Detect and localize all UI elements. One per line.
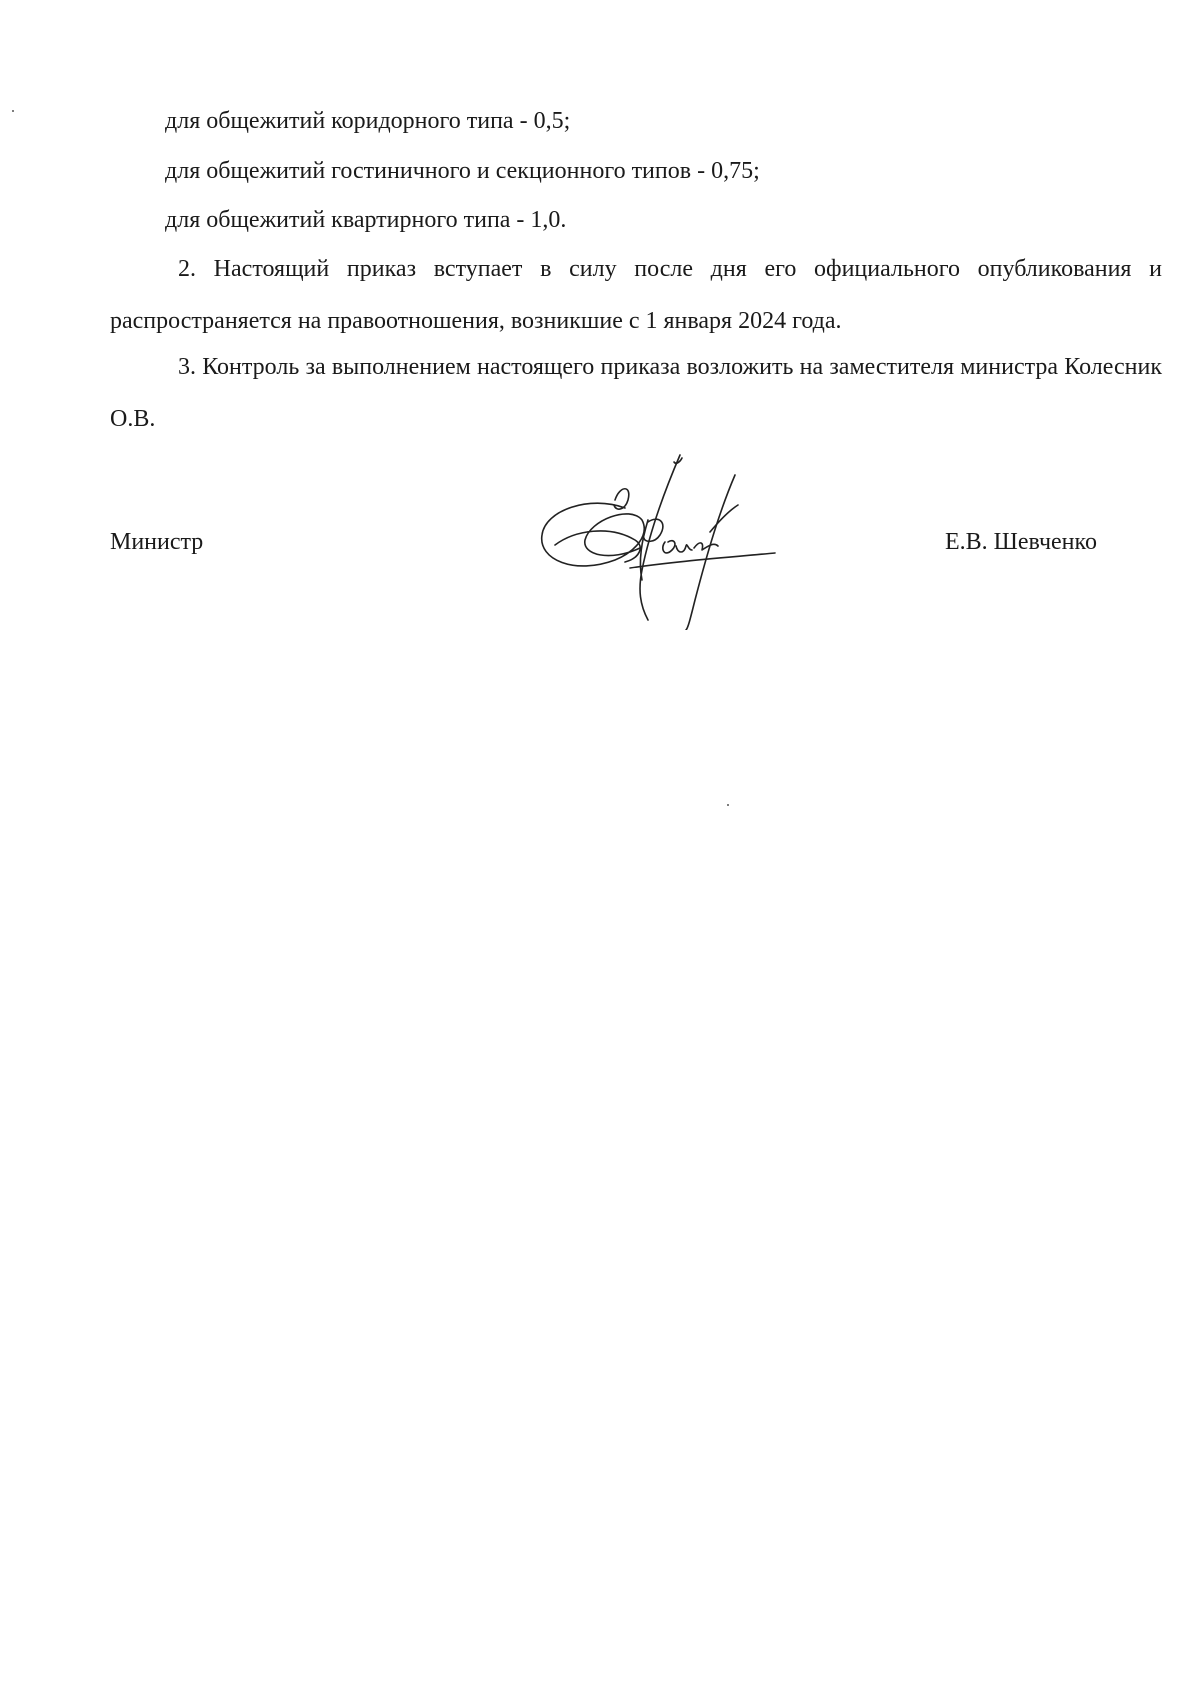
paragraph-effective-date: 2. Настоящий приказ вступает в силу после дня его официального опубликования и распространяется на правоотношения, возникшие с 1 января 2024 года. — [110, 256, 1162, 334]
handwritten-signature — [530, 450, 800, 630]
list-item: для общежитий гостиничного и секционного типов - 0,75; — [165, 158, 760, 184]
scan-speck — [12, 110, 14, 112]
signature-block — [0, 0, 1200, 700]
paragraph-control: 3. Контроль за выполнением настоящего приказа возложить на заместителя министра Колесник О.В. — [110, 354, 1162, 432]
list-item: для общежитий квартирного типа - 1,0. — [165, 207, 567, 233]
signatory-name: Е.В. Шевченко — [945, 529, 1097, 555]
signatory-title: Министр — [110, 529, 204, 555]
list-item: для общежитий коридорного типа - 0,5; — [165, 108, 571, 134]
scan-speck — [727, 804, 729, 806]
